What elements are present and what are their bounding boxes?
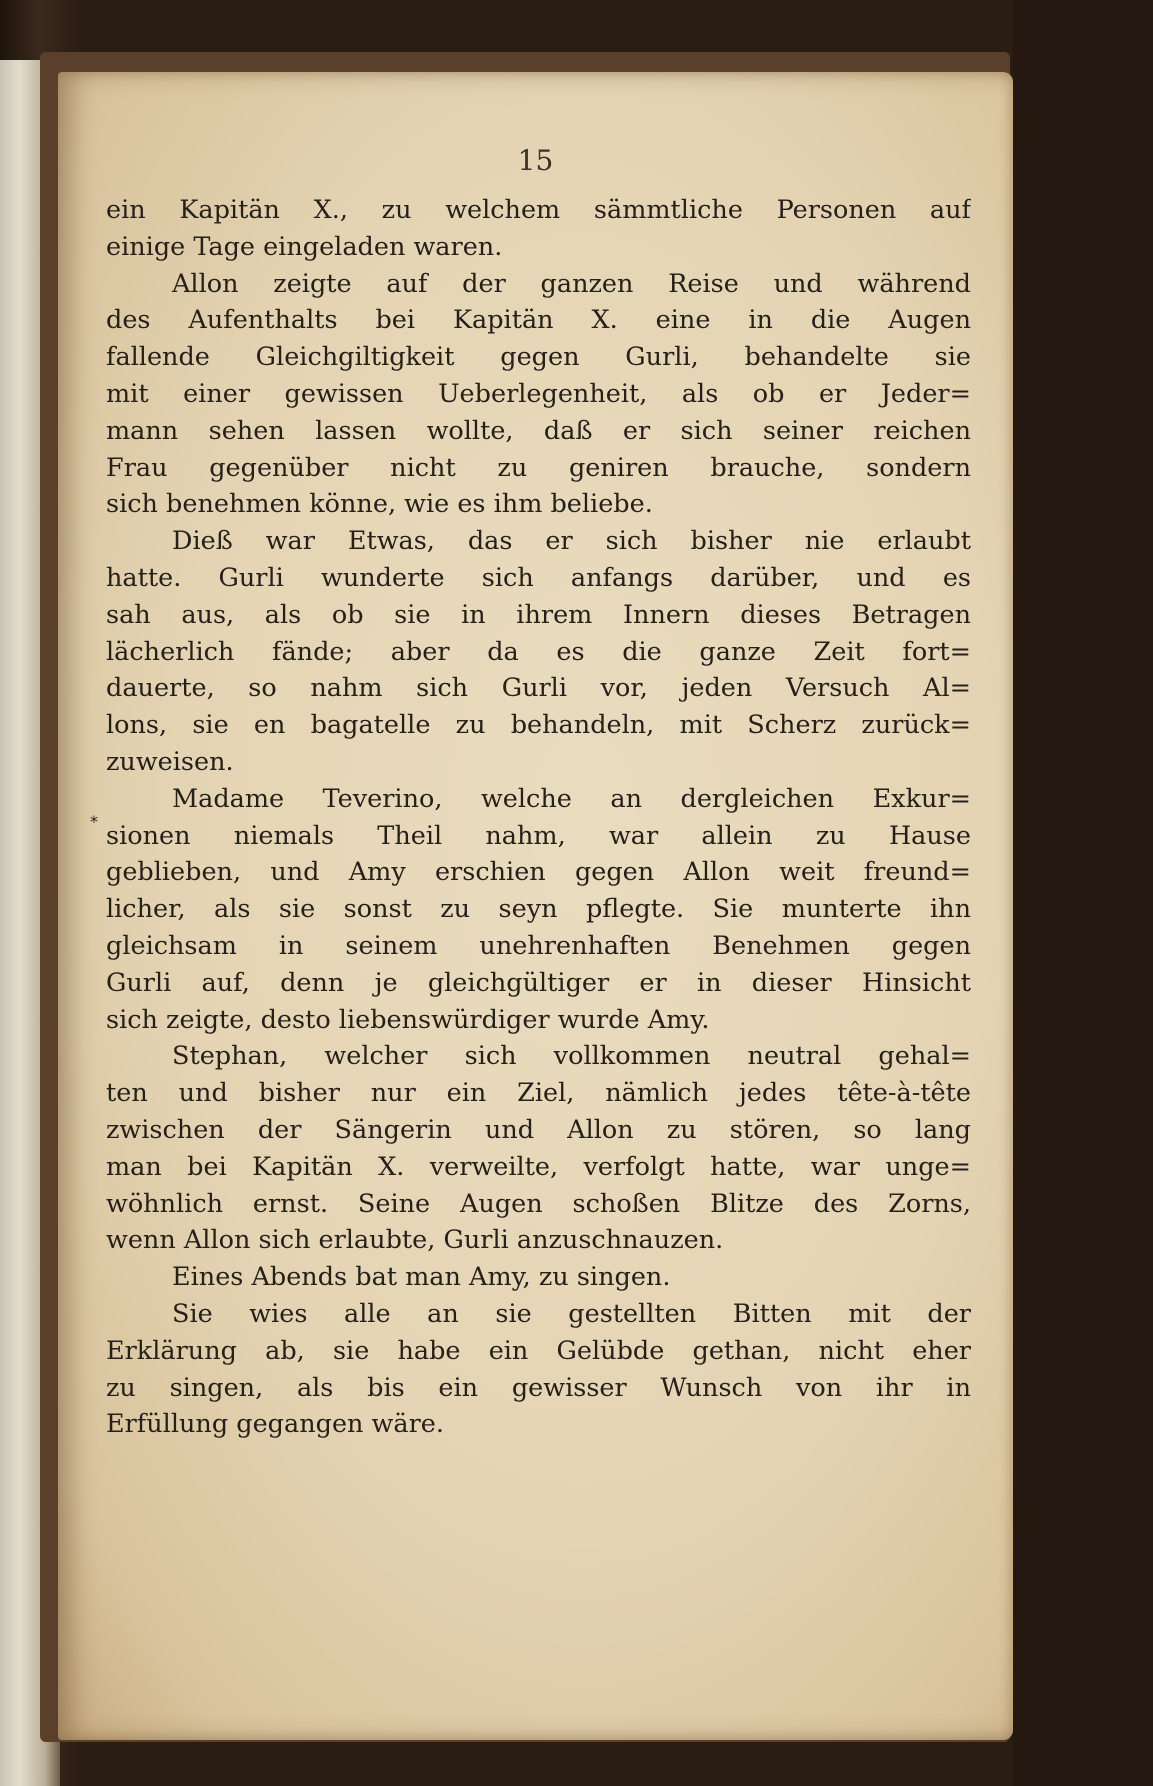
text-line: ein Kapitän X., zu welchem sämmtliche Personen auf (106, 195, 971, 225)
text-line: einige Tage eingeladen waren. (106, 231, 503, 262)
text-line: Allon zeigte auf der ganzen Reise und während (172, 268, 971, 299)
text-line: sich zeigte, desto liebenswürdiger wurde Amy. (106, 1004, 710, 1035)
text-line: Gurli auf, denn je gleichgültiger er in dieser Hinsicht (106, 967, 971, 998)
text-line: zu singen, als bis ein gewisser Wunsch von ihr in (106, 1372, 971, 1403)
text-line: hatte. Gurli wunderte sich anfangs darüber, und es (106, 562, 971, 593)
text-line: mit einer gewissen Ueberlegenheit, als ob er Jeder= (106, 378, 971, 409)
text-line: wöhnlich ernst. Seine Augen schoßen Blitze des Zorns, (106, 1188, 971, 1219)
text-line: sionen niemals Theil nahm, war allein zu Hause (106, 820, 971, 851)
text-line: mann sehen lassen wollte, daß er sich seiner reichen (106, 415, 971, 446)
text-line: Frau gegenüber nicht zu geniren brauche, sondern (106, 452, 971, 483)
text-line: Erfüllung gegangen wäre. (106, 1409, 444, 1440)
text-line: dauerte, so nahm sich Gurli vor, jeden Versuch Al= (106, 673, 971, 704)
text-line: Erklärung ab, sie habe ein Gelübde gethan, nicht eher (106, 1335, 971, 1366)
text-line: lächerlich fände; aber da es die ganze Zeit fort= (106, 636, 971, 667)
text-line: geblieben, und Amy erschien gegen Allon weit freund= (106, 857, 971, 888)
text-line: zwischen der Sängerin und Allon zu stören, so lang (106, 1114, 971, 1145)
text-line: fallende Gleichgiltigkeit gegen Gurli, behandelte sie (106, 342, 971, 373)
text-line: sich benehmen könne, wie es ihm beliebe. (106, 489, 653, 520)
text-line: wenn Allon sich erlaubte, Gurli anzuschnauzen. (106, 1225, 724, 1256)
book-page (58, 72, 1013, 1740)
text-line: Eines Abends bat man Amy, zu singen. (172, 1262, 671, 1293)
text-line: zuweisen. (106, 746, 234, 777)
text-line: ten und bisher nur ein Ziel, nämlich jedes tête-à-tête (106, 1078, 971, 1109)
text-line: licher, als sie sonst zu seyn pflegte. Sie munterte ihn (106, 894, 971, 925)
body-text (106, 192, 971, 1443)
text-line: sah aus, als ob sie in ihrem Innern dieses Betragen (106, 599, 971, 630)
margin-mark: * (90, 812, 98, 831)
text-line: man bei Kapitän X. verweilte, verfolgt hatte, war unge= (106, 1151, 971, 1182)
text-line: Sie wies alle an sie gestellten Bitten mit der (172, 1298, 971, 1329)
text-line: lons, sie en bagatelle zu behandeln, mit Scherz zurück= (106, 710, 971, 741)
text-line: Madame Teverino, welche an dergleichen Exkur= (172, 783, 971, 814)
page-number: 15 (517, 144, 554, 177)
text-line: gleichsam in seinem unehrenhaften Benehmen gegen (106, 930, 971, 961)
background-right (1013, 0, 1153, 1786)
text-line: des Aufenthalts bei Kapitän X. eine in die Augen (106, 305, 971, 336)
text-line: Stephan, welcher sich vollkommen neutral gehal= (172, 1041, 971, 1072)
text-line: Dieß war Etwas, das er sich bisher nie erlaubt (172, 526, 971, 557)
